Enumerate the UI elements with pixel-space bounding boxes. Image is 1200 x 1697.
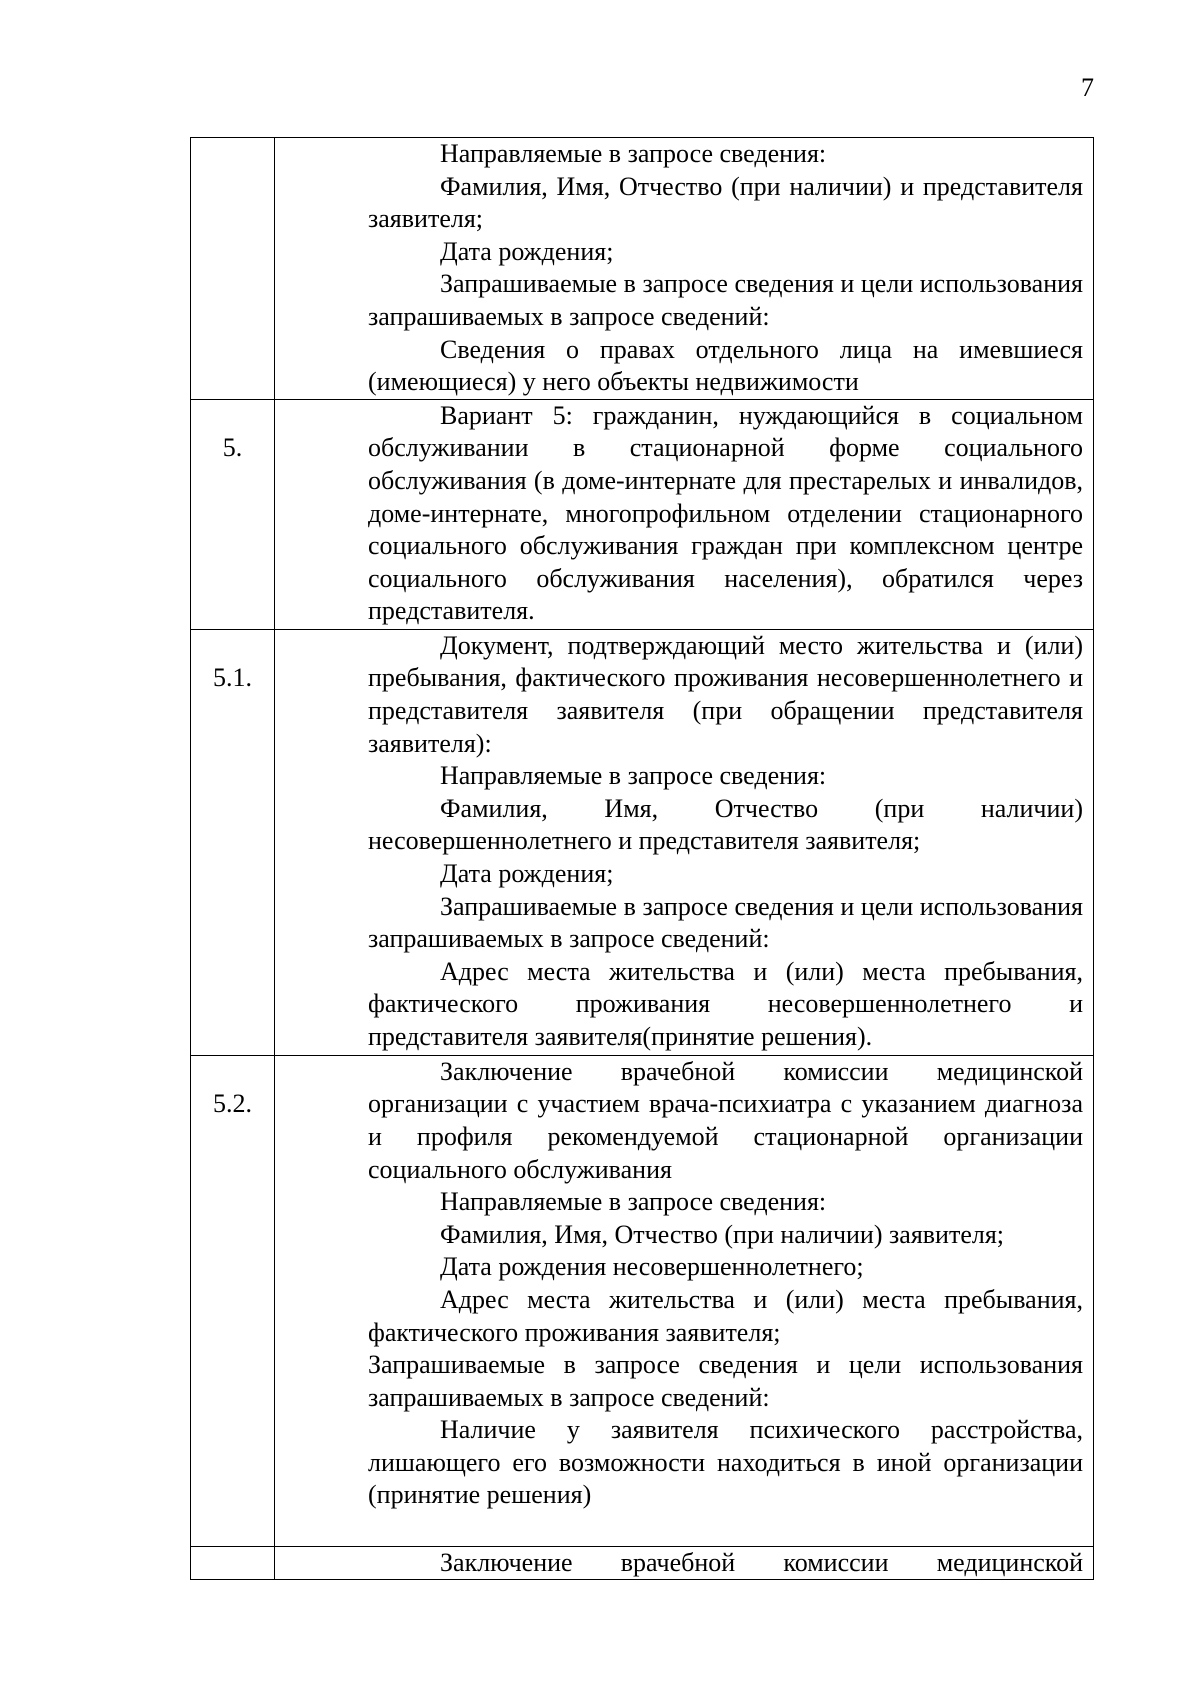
- page-number: 7: [1081, 73, 1094, 102]
- table-row: [191, 1546, 1094, 1580]
- table-row: [191, 399, 1094, 629]
- paragraph: Заключение врачебной комиссии медицинской организации с участием врача-психиатра с указанием диагноза и профиля рекомендуемой стационарной организации социального обслуживания: [368, 1056, 1083, 1184]
- table-row: [191, 138, 1094, 400]
- row-text-cell: [275, 1055, 1094, 1546]
- row-text-cell: [275, 1546, 1094, 1580]
- paragraph: Дата рождения;: [440, 236, 614, 266]
- row-number-cell: [191, 399, 275, 629]
- paragraph: Адрес места жительства и (или) места пребывания, фактического проживания несовершеннолетнего и представителя заявителя(принятие решения).: [368, 956, 1083, 1051]
- paragraph: Фамилия, Имя, Отчество (при наличии) заявителя;: [440, 1219, 1005, 1249]
- row-number: 5.: [222, 433, 243, 463]
- row-number-cell: [191, 1546, 275, 1580]
- paragraph: Дата рождения несовершеннолетнего;: [440, 1252, 864, 1282]
- paragraph: Документ, подтверждающий место жительства и (или) пребывания, фактического проживания несовершеннолетнего и представителя заявителя (при обращении представителя заявителя):: [368, 630, 1083, 758]
- paragraph: Дата рождения;: [440, 858, 614, 888]
- table-row: [191, 1055, 1094, 1546]
- paragraph: Направляемые в запросе сведения:: [440, 761, 827, 791]
- paragraph: Направляемые в запросе сведения:: [440, 1187, 827, 1217]
- row-text-cell: [275, 629, 1094, 1055]
- paragraph: Вариант 5: гражданин, нуждающийся в социальном обслуживании в стационарной форме социального обслуживания (в доме-интернате для престарелых и инвалидов, доме-интернате, многопрофильном отделении стационарного социального обслуживания граждан при комплексном центре социального обслуживания населения), обратился через представителя.: [368, 400, 1083, 626]
- table-row: [191, 629, 1094, 1055]
- paragraph: Запрашиваемые в запросе сведения и цели использования запрашиваемых в запросе сведений:: [368, 1350, 1083, 1412]
- row-number-cell: [191, 629, 275, 1055]
- paragraph: Фамилия, Имя, Отчество (при наличии) несовершеннолетнего и представителя заявителя;: [368, 793, 1083, 856]
- paragraph: Заключение врачебной комиссии медицинской: [440, 1547, 1083, 1577]
- row-number: 5.1.: [213, 663, 252, 693]
- row-number-cell: [191, 1055, 275, 1546]
- paragraph: Сведения о правах отдельного лица на имевшиеся (имеющиеся) у него объекты недвижимости: [368, 334, 1083, 397]
- paragraph: Запрашиваемые в запросе сведения и цели использования запрашиваемых в запросе сведений:: [368, 269, 1083, 331]
- paragraph: Наличие у заявителя психического расстройства, лишающего его возможности находиться в иной организации (принятие решения): [368, 1415, 1083, 1510]
- row-number-cell: [191, 138, 275, 400]
- row-text-cell: [275, 399, 1094, 629]
- row-text-cell: [275, 138, 1094, 400]
- paragraph: Фамилия, Имя, Отчество (при наличии) и представителя заявителя;: [368, 171, 1083, 234]
- paragraph: Направляемые в запросе сведения:: [440, 139, 827, 168]
- row-number: 5.2.: [213, 1089, 252, 1119]
- paragraph: Запрашиваемые в запросе сведения и цели использования запрашиваемых в запросе сведений:: [368, 891, 1083, 954]
- paragraph: Адрес места жительства и (или) места пребывания, фактического проживания заявителя;: [368, 1284, 1083, 1347]
- requirements-table: [190, 137, 1094, 1580]
